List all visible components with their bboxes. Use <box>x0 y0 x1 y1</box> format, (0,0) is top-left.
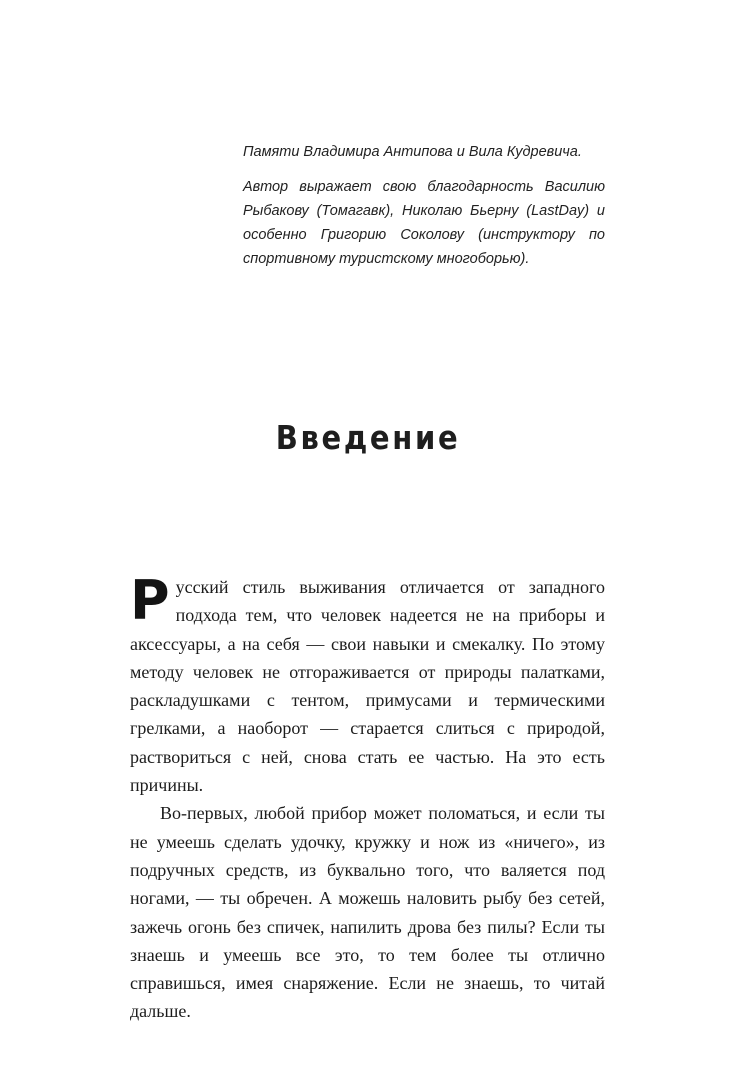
paragraph-1-text: усский стиль выживания отличается от западного подхода тем, что человек надеется не на приборы и аксессуары, а на себя — свои навыки и смекалку. По этому методу человек не отгораживается от природы палатками, раскладушками с тентом, примусами и термическими грелками, а наоборот — старается слиться с природой, раствориться с ней, снова стать ее частью. На это есть причины. <box>130 577 605 796</box>
drop-cap: Р <box>130 569 170 632</box>
dedication-memory: Памяти Владимира Антипова и Вила Кудревича. <box>243 144 582 160</box>
chapter-body <box>130 569 605 1026</box>
dedication-block <box>243 140 605 271</box>
paragraph-1 <box>130 569 605 799</box>
paragraph-2: Во-первых, любой прибор может поломаться, и если ты не умеешь сделать удочку, кружку и нож из «ничего», из подручных средств, из буквально того, что валяется под ногами, — ты обречен. А можешь наловить рыбу без сетей, зажечь огонь без спичек, напилить дрова без пилы? Если ты знаешь и умеешь все это, то тем более ты отлично справишься, имея снаряжение. Если не знаешь, то читай дальше. <box>130 803 605 1022</box>
dedication-thanks: Автор выражает свою благодарность Василию Рыбакову (Томагавк), Николаю Бьерну (LastDay) и особенно Григорию Соколову (инструктору по спортивному туристскому многоборью). <box>243 179 605 267</box>
chapter-title: Введение <box>275 418 461 457</box>
